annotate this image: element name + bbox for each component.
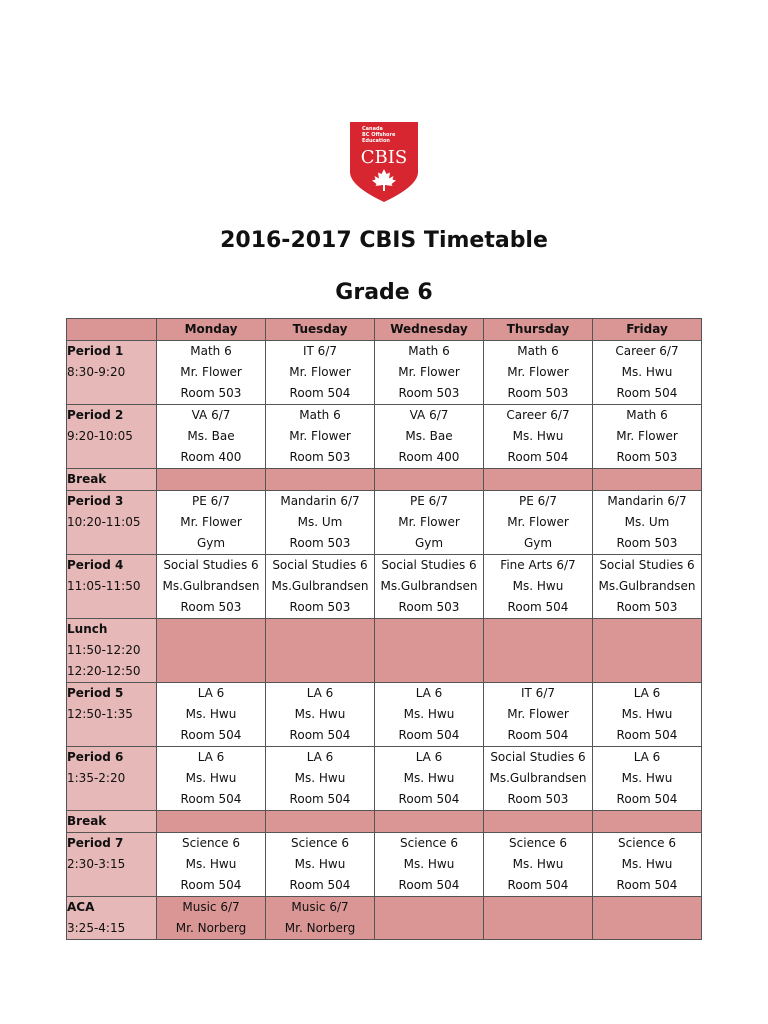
course-name: LA 6	[197, 686, 225, 700]
teacher-name: Ms. Hwu	[621, 857, 673, 871]
teacher-name: Mr. Flower	[507, 515, 569, 529]
teacher-name: Ms. Hwu	[621, 707, 673, 721]
period-time: 3:25-4:15	[67, 921, 126, 935]
teacher-name: Mr. Flower	[507, 707, 569, 721]
class-cell	[266, 405, 375, 469]
class-cell	[266, 341, 375, 405]
period-name: Period 1	[67, 344, 124, 358]
lunch-cell	[375, 619, 484, 683]
teacher-name: Ms.Gulbrandsen	[380, 579, 478, 593]
teacher-name: Ms. Hwu	[512, 857, 564, 871]
class-cell	[375, 683, 484, 747]
teacher-name: Ms. Hwu	[512, 579, 564, 593]
room-name: Gym	[414, 536, 444, 550]
break-cell	[593, 469, 702, 491]
room-name: Room 503	[180, 600, 242, 614]
room-name: Room 504	[616, 728, 678, 742]
course-name: Social Studies 6	[599, 558, 695, 572]
class-cell	[266, 747, 375, 811]
room-name: Room 504	[616, 386, 678, 400]
period-label	[67, 341, 157, 405]
class-cell	[157, 491, 266, 555]
period-name: Lunch	[67, 622, 108, 636]
timetable	[66, 318, 702, 940]
room-name: Room 504	[180, 792, 242, 806]
period-name: Period 5	[67, 686, 124, 700]
class-cell	[157, 341, 266, 405]
room-name: Room 504	[507, 450, 569, 464]
period-label	[67, 491, 157, 555]
teacher-name: Ms. Hwu	[621, 771, 673, 785]
teacher-name: Ms. Hwu	[621, 365, 673, 379]
room-name: Room 504	[289, 878, 351, 892]
class-cell	[266, 555, 375, 619]
teacher-name: Ms. Hwu	[403, 857, 455, 871]
period-label	[67, 555, 157, 619]
day-header: Friday	[593, 319, 702, 341]
course-name: Math 6	[299, 408, 341, 422]
table-row	[67, 405, 702, 469]
course-name: VA 6/7	[409, 408, 449, 422]
class-cell	[593, 341, 702, 405]
day-header: Monday	[157, 319, 266, 341]
class-cell	[484, 491, 593, 555]
teacher-name: Ms. Bae	[187, 429, 235, 443]
break-cell	[266, 811, 375, 833]
room-name: Gym	[523, 536, 553, 550]
teacher-name: Mr. Flower	[616, 429, 678, 443]
course-name: Math 6	[626, 408, 668, 422]
break-cell	[375, 469, 484, 491]
break-cell	[157, 469, 266, 491]
room-name: Room 503	[398, 386, 460, 400]
table-row	[67, 897, 702, 940]
timetable-body	[67, 341, 702, 940]
class-cell	[375, 341, 484, 405]
course-name: LA 6	[197, 750, 225, 764]
break-cell	[593, 811, 702, 833]
room-name: Room 504	[398, 878, 460, 892]
period-name: Period 6	[67, 750, 124, 764]
lunch-cell	[593, 619, 702, 683]
break-cell	[484, 811, 593, 833]
period-label	[67, 747, 157, 811]
room-name: Room 503	[616, 600, 678, 614]
course-name: Math 6	[190, 344, 232, 358]
course-name: LA 6	[306, 686, 334, 700]
room-name: Room 504	[616, 878, 678, 892]
course-name: LA 6	[415, 686, 443, 700]
period-time: 9:20-10:05	[67, 429, 133, 443]
period-label	[67, 811, 157, 833]
room-name: Room 504	[180, 878, 242, 892]
room-name: Room 503	[289, 600, 351, 614]
course-name: PE 6/7	[519, 494, 557, 508]
teacher-name: Mr. Flower	[398, 365, 460, 379]
room-name: Room 503	[616, 536, 678, 550]
room-name: Room 503	[507, 386, 569, 400]
teacher-name: Ms. Hwu	[185, 771, 237, 785]
room-name: Room 503	[180, 386, 242, 400]
teacher-name: Ms. Um	[297, 515, 343, 529]
class-cell	[375, 833, 484, 897]
course-name: Mandarin 6/7	[607, 494, 687, 508]
course-name: PE 6/7	[410, 494, 448, 508]
table-row	[67, 833, 702, 897]
period-name: Break	[67, 472, 107, 486]
teacher-name: Ms. Hwu	[294, 771, 346, 785]
class-cell	[157, 405, 266, 469]
teacher-name: Ms. Hwu	[403, 771, 455, 785]
course-name: Social Studies 6	[163, 558, 259, 572]
header-row	[67, 319, 702, 341]
teacher-name: Mr. Flower	[507, 365, 569, 379]
teacher-name: Ms. Um	[624, 515, 670, 529]
class-cell	[375, 555, 484, 619]
room-name: Room 503	[507, 792, 569, 806]
teacher-name: Mr. Norberg	[175, 921, 247, 935]
teacher-name: Mr. Norberg	[284, 921, 356, 935]
table-row	[67, 747, 702, 811]
table-row	[67, 341, 702, 405]
room-name: Room 504	[507, 600, 569, 614]
teacher-name: Ms. Hwu	[512, 429, 564, 443]
period-label	[67, 833, 157, 897]
course-name: LA 6	[415, 750, 443, 764]
lunch-cell	[157, 619, 266, 683]
course-name: Science 6	[291, 836, 349, 850]
teacher-name: Ms. Hwu	[403, 707, 455, 721]
teacher-name: Mr. Flower	[180, 515, 242, 529]
period-time: 11:50-12:20	[67, 643, 141, 657]
room-name: Room 503	[289, 536, 351, 550]
page-title: 2016-2017 CBIS Timetable	[220, 228, 548, 253]
table-row	[67, 491, 702, 555]
cbis-logo	[348, 120, 420, 204]
room-name: Room 503	[289, 450, 351, 464]
course-name: Science 6	[509, 836, 567, 850]
table-row	[67, 469, 702, 491]
class-cell	[484, 747, 593, 811]
period-time: 12:50-1:35	[67, 707, 133, 721]
table-row	[67, 555, 702, 619]
course-name: Math 6	[408, 344, 450, 358]
class-cell	[484, 833, 593, 897]
room-name: Room 504	[398, 728, 460, 742]
class-cell	[266, 491, 375, 555]
teacher-name: Mr. Flower	[398, 515, 460, 529]
table-row	[67, 683, 702, 747]
period-label	[67, 469, 157, 491]
teacher-name: Ms.Gulbrandsen	[598, 579, 696, 593]
period-label	[67, 683, 157, 747]
period-label	[67, 405, 157, 469]
class-cell	[484, 405, 593, 469]
period-label	[67, 897, 157, 940]
teacher-name: Ms. Hwu	[185, 857, 237, 871]
class-cell	[593, 897, 702, 940]
class-cell	[157, 683, 266, 747]
room-name: Room 503	[616, 450, 678, 464]
course-name: PE 6/7	[192, 494, 230, 508]
course-name: Music 6/7	[291, 900, 349, 914]
period-name: Period 4	[67, 558, 124, 572]
class-cell	[593, 405, 702, 469]
class-cell	[484, 341, 593, 405]
break-cell	[375, 811, 484, 833]
class-cell	[375, 405, 484, 469]
room-name: Room 504	[507, 878, 569, 892]
teacher-name: Ms. Hwu	[294, 707, 346, 721]
teacher-name: Ms.Gulbrandsen	[271, 579, 369, 593]
period-time: 8:30-9:20	[67, 365, 126, 379]
teacher-name: Ms. Hwu	[294, 857, 346, 871]
period-time: 11:05-11:50	[67, 579, 141, 593]
room-name: Room 504	[289, 386, 351, 400]
lunch-cell	[484, 619, 593, 683]
day-header: Wednesday	[375, 319, 484, 341]
course-name: IT 6/7	[521, 686, 555, 700]
class-cell	[266, 833, 375, 897]
room-name: Room 504	[289, 728, 351, 742]
class-cell	[593, 833, 702, 897]
teacher-name: Mr. Flower	[289, 365, 351, 379]
course-name: Social Studies 6	[490, 750, 586, 764]
logo-line-3: Education	[362, 138, 390, 144]
break-cell	[266, 469, 375, 491]
class-cell	[157, 555, 266, 619]
period-time: 2:30-3:15	[67, 857, 126, 871]
class-cell	[157, 897, 266, 940]
class-cell	[157, 833, 266, 897]
teacher-name: Ms.Gulbrandsen	[162, 579, 260, 593]
course-name: Career 6/7	[506, 408, 570, 422]
course-name: VA 6/7	[191, 408, 231, 422]
class-cell	[484, 897, 593, 940]
logo-name: CBIS	[360, 147, 408, 168]
course-name: Science 6	[618, 836, 676, 850]
class-cell	[484, 683, 593, 747]
teacher-name: Mr. Flower	[289, 429, 351, 443]
course-name: Mandarin 6/7	[280, 494, 360, 508]
period-time: 1:35-2:20	[67, 771, 126, 785]
day-header: Tuesday	[266, 319, 375, 341]
logo-line-2: BC Offshore	[362, 132, 396, 138]
period-label	[67, 619, 157, 683]
room-name: Room 504	[507, 728, 569, 742]
course-name: Science 6	[182, 836, 240, 850]
room-name: Room 400	[180, 450, 242, 464]
room-name: Room 504	[616, 792, 678, 806]
course-name: Social Studies 6	[381, 558, 477, 572]
period-name: Period 7	[67, 836, 124, 850]
teacher-name: Ms. Hwu	[185, 707, 237, 721]
period-time-2: 12:20-12:50	[67, 664, 141, 678]
class-cell	[375, 491, 484, 555]
period-name: Period 2	[67, 408, 124, 422]
course-name: IT 6/7	[303, 344, 337, 358]
logo-line-1: Canada	[362, 126, 383, 132]
class-cell	[375, 897, 484, 940]
class-cell	[593, 747, 702, 811]
grade-heading: Grade 6	[335, 280, 433, 305]
room-name: Room 400	[398, 450, 460, 464]
period-name: Break	[67, 814, 107, 828]
period-name: ACA	[67, 900, 95, 914]
period-time: 10:20-11:05	[67, 515, 141, 529]
corner-cell	[67, 319, 157, 341]
table-row	[67, 811, 702, 833]
course-name: Social Studies 6	[272, 558, 368, 572]
teacher-name: Mr. Flower	[180, 365, 242, 379]
course-name: LA 6	[633, 686, 661, 700]
break-cell	[157, 811, 266, 833]
course-name: Fine Arts 6/7	[500, 558, 576, 572]
class-cell	[266, 683, 375, 747]
room-name: Room 503	[398, 600, 460, 614]
room-name: Room 504	[180, 728, 242, 742]
table-row	[67, 619, 702, 683]
period-name: Period 3	[67, 494, 124, 508]
course-name: Science 6	[400, 836, 458, 850]
class-cell	[484, 555, 593, 619]
break-cell	[484, 469, 593, 491]
class-cell	[266, 897, 375, 940]
day-header: Thursday	[484, 319, 593, 341]
class-cell	[593, 491, 702, 555]
class-cell	[593, 683, 702, 747]
course-name: LA 6	[306, 750, 334, 764]
class-cell	[157, 747, 266, 811]
room-name: Room 504	[398, 792, 460, 806]
class-cell	[375, 747, 484, 811]
class-cell	[593, 555, 702, 619]
teacher-name: Ms. Bae	[405, 429, 453, 443]
course-name: Career 6/7	[615, 344, 679, 358]
course-name: Music 6/7	[182, 900, 240, 914]
room-name: Room 504	[289, 792, 351, 806]
course-name: LA 6	[633, 750, 661, 764]
lunch-cell	[266, 619, 375, 683]
course-name: Math 6	[517, 344, 559, 358]
teacher-name: Ms.Gulbrandsen	[489, 771, 587, 785]
room-name: Gym	[196, 536, 226, 550]
